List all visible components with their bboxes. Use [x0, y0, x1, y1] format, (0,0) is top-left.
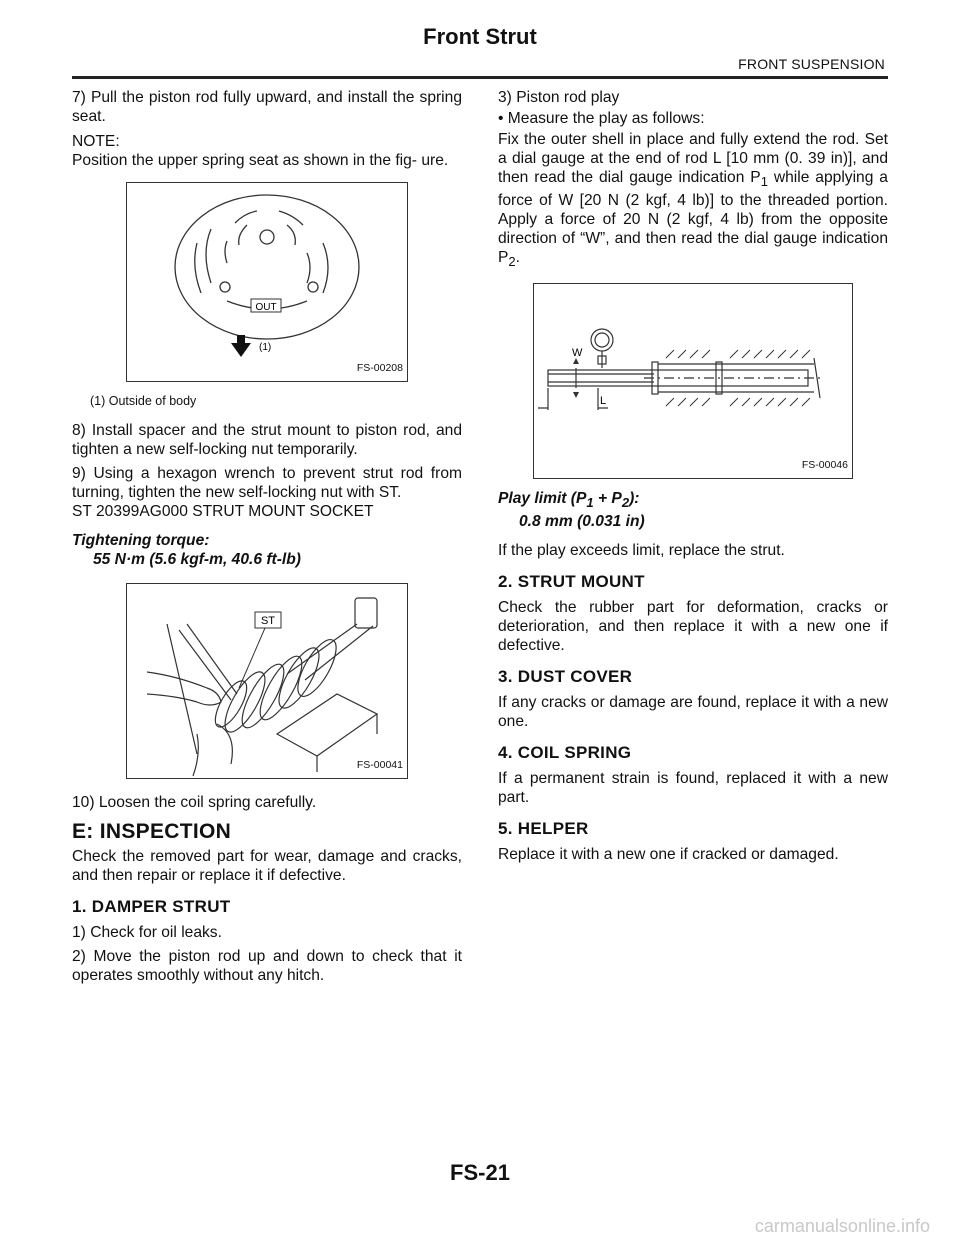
limit-label [498, 490, 640, 511]
subscript-1: 1 [760, 174, 768, 190]
limit-subscript-1: 1 [586, 495, 594, 511]
figure-spring-seat [126, 182, 408, 382]
st-label: ST [260, 615, 276, 627]
play-text-a: Fix the outer shell in place and fully extend the rod. Set a dial gauge at the end of rod L [10 mm (0. 39 in)], and then read the dial gauge indication P [498, 131, 888, 186]
figure-code: FS-00041 [356, 759, 403, 771]
step-10: 10) Loosen the coil spring carefully. [72, 794, 317, 811]
tightening-torque-spec [72, 531, 462, 569]
play-procedure [498, 130, 888, 271]
limit-label-c: ): [629, 490, 640, 508]
page-title: Front Strut [423, 24, 537, 49]
limit-value: 0.8 mm (0.031 in) [519, 513, 645, 531]
arrow-down-icon [573, 392, 579, 398]
section-header: FRONT SUSPENSION [738, 56, 885, 72]
play-text-b: while applying a force of W [20 N (2 kgf, 4 lb)] to the threaded portion. Apply a force of 20 N (2 kgf, 4 lb) from the opposite direction of “W”, and then read the dial gauge indication P [498, 169, 888, 267]
figure-strut-mount-socket [126, 583, 408, 779]
subscript-2: 2 [508, 254, 516, 270]
w-label: W [572, 347, 583, 360]
coil-spring-heading: 4. COIL SPRING [498, 743, 632, 763]
right-column [498, 88, 888, 869]
figure-piston-rod-play [533, 283, 853, 479]
spring-seat-drawing [127, 183, 407, 381]
torque-label: Tightening torque: [72, 532, 210, 549]
special-tool-line: ST 20399AG000 STRUT MOUNT SOCKET [72, 503, 374, 520]
helper-text: Replace it with a new one if cracked or damaged. [498, 846, 839, 864]
damper-step-2: 2) Move the piston rod up and down to check that it operates smoothly without any hitch. [72, 948, 462, 984]
figure-code: FS-00046 [801, 459, 848, 472]
note-text: Position the upper spring seat as shown in the fig- ure. [72, 152, 449, 169]
damper-strut-heading: 1. DAMPER STRUT [72, 897, 231, 916]
step-7: 7) Pull the piston rod fully upward, and install the spring seat. [72, 89, 462, 125]
out-label: OUT [255, 302, 277, 313]
strut-mount-heading: 2. STRUT MOUNT [498, 572, 645, 592]
helper-heading: 5. HELPER [498, 819, 589, 839]
dust-cover-heading: 3. DUST COVER [498, 667, 633, 687]
limit-label-a: Play limit (P [498, 490, 587, 508]
callout-1: (1) [259, 342, 272, 353]
st-leader-line [239, 628, 265, 688]
limit-label-b: + P [593, 490, 622, 508]
play-limit-spec [498, 489, 888, 531]
limit-text: If the play exceeds limit, replace the strut. [498, 542, 785, 560]
note-label: NOTE: [72, 133, 120, 150]
header-rule [72, 76, 888, 79]
period: . [515, 249, 520, 267]
arrow-down-icon [231, 335, 251, 357]
inspection-text: Check the removed part for wear, damage and cracks, and then repair or replace it if defective. [72, 848, 462, 884]
strut-mount-text: Check the rubber part for deformation, cracks or deterioration, and then replace it with a new one if defective. [498, 599, 888, 655]
step-8: 8) Install spacer and the strut mount to piston rod, and tighten a new self-locking nut temporarily. [72, 422, 462, 458]
limit-subscript-2: 2 [621, 495, 630, 511]
figure-caption: (1) Outside of body [90, 394, 197, 408]
dust-cover-text: If any cracks or damage are found, replace it with a new one. [498, 694, 888, 731]
watermark: carmanualsonline.info [754, 1216, 930, 1236]
strut-mount-drawing [127, 584, 407, 778]
figure-code: FS-00208 [356, 362, 403, 374]
left-column [72, 88, 462, 990]
play-bullet: • Measure the play as follows: [498, 110, 705, 127]
damper-step-1: 1) Check for oil leaks. [72, 924, 222, 941]
step-9: 9) Using a hexagon wrench to prevent strut rod from turning, tighten the new self-locking nut with ST. [72, 465, 462, 501]
page-number: FS-21 [450, 1160, 510, 1185]
coil-spring-text: If a permanent strain is found, replaced it with a new part. [498, 770, 888, 807]
piston-rod-drawing [534, 284, 852, 478]
inspection-heading: E: INSPECTION [72, 820, 232, 843]
torque-value: 55 N·m (5.6 kgf-m, 40.6 ft-lb) [93, 551, 301, 568]
piston-rod-play-heading: 3) Piston rod play [498, 89, 620, 106]
l-label: L [600, 395, 607, 408]
